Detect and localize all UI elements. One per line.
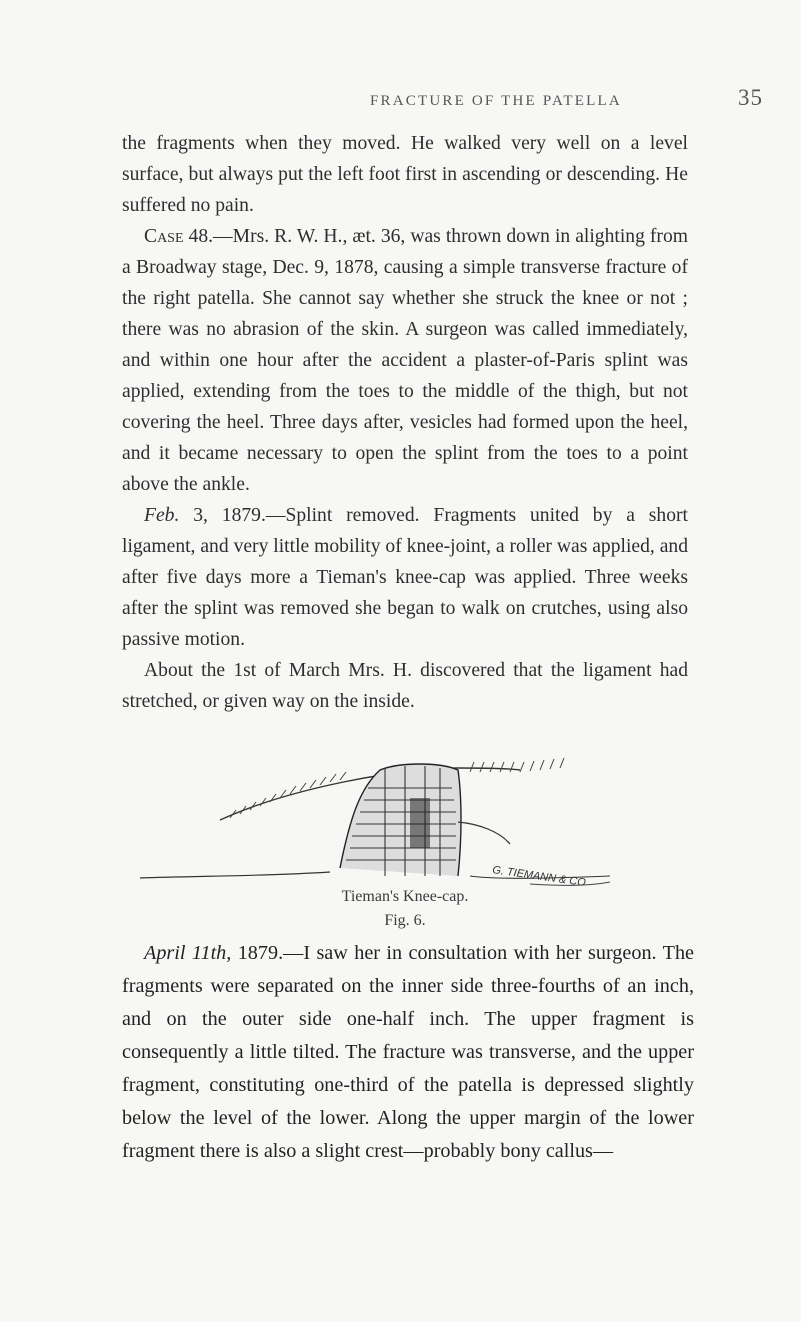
case-label: Case 48. (144, 226, 214, 247)
knee-cap-engraving (140, 758, 640, 888)
running-title: FRACTURE OF THE PATELLA (370, 93, 622, 109)
engraver-mark: G. TIEMANN & CO (491, 864, 587, 888)
feb-text: 3, 1879.—Splint removed. Fragments united by a short ligament, and very little mobility of knee-joint, a roller was applied, and after five days more a Tieman's knee-cap was applied. Three weeks after the splint was removed she began to walk on crutches, using also passive motion. (122, 505, 688, 650)
april-paragraph (122, 937, 694, 1168)
april-date: April 11th, (144, 942, 232, 964)
feb-date: Feb. (144, 505, 180, 526)
case-48-block (122, 221, 688, 717)
paragraph-continued (122, 128, 688, 221)
feb-paragraph (122, 500, 688, 655)
march-paragraph (122, 655, 688, 717)
case-48-paragraph (122, 221, 688, 500)
march-text: About the 1st of March Mrs. H. discovered that the ligament had stretched, or given way on the inside. (122, 660, 688, 712)
page-number: 35 (738, 85, 763, 110)
paragraph-text: the fragments when they moved. He walked very well on a level surface, but always put the left foot first in ascending or descending. He suffered no pain. (122, 133, 688, 216)
knee-cap-figure (140, 758, 640, 888)
case-text: —Mrs. R. W. H., æt. 36, was thrown down in alighting from a Broadway stage, Dec. 9, 1878, causing a simple transverse fracture of the right patella. She cannot say whether she struck the knee or not ; there was no abrasion of the skin. A surgeon was called immediately, and within one hour after the accident a plaster-of-Paris splint was applied, extending from the toes to the middle of the thigh, but not covering the heel. Three days after, vesicles had formed upon the heel, and it became necessary to open the splint from the toes to a point above the ankle. (122, 226, 688, 495)
april-text: 1879.—I saw her in consultation with her surgeon. The fragments were separated on the inner side three-fourths of an inch, and on the outer side one-half inch. The upper fragment is consequently a little tilted. The fracture was transverse, and the upper fragment, constituting one-third of the patella is depressed slightly below the level of the lower. Along the upper margin of the lower fragment there is also a slight crest—probably bony callus— (122, 942, 694, 1162)
figure-label: Fig. 6. (384, 912, 426, 929)
figure-caption: Tieman's Knee-cap. (341, 888, 469, 905)
